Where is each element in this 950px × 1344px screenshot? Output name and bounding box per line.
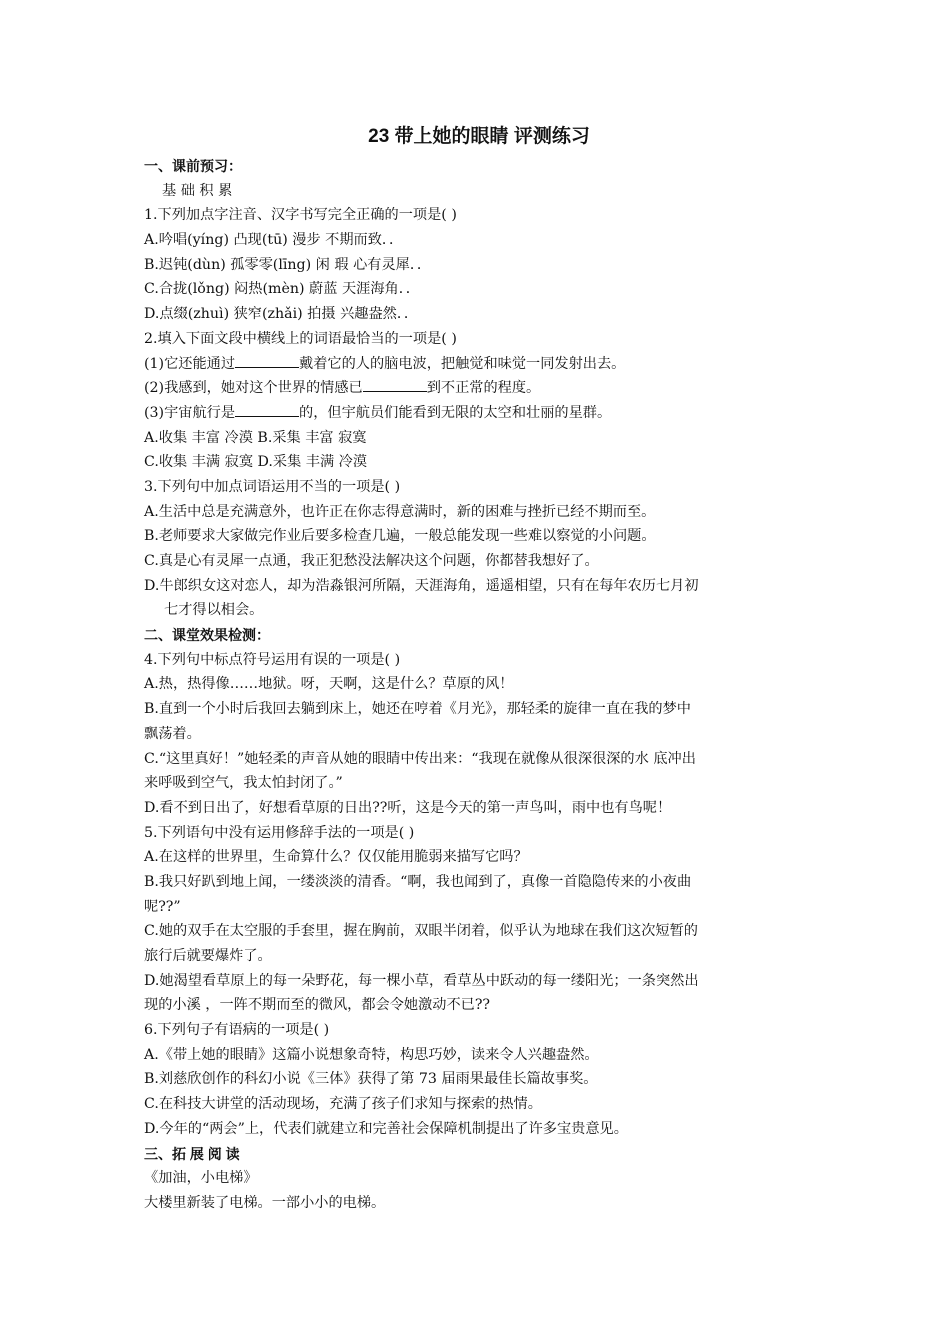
question-4-option-a: A.热，热得像……地狱。呀，天啊，这是什么？草原的风！ <box>144 676 514 693</box>
question-4-option-c-cont: 来呼吸到空气，我太怕封闭了。” <box>144 775 343 792</box>
question-4-option-c: C.“这里真好！”她轻柔的声音从她的眼睛中传出来：“我现在就像从很深很深的水 底冲出 <box>144 750 696 767</box>
fill-blank <box>235 352 299 368</box>
question-3-option-b: B.老师要求大家做完作业后要多检查几遍，一般总能发现一些难以察觉的小问题。 <box>144 528 656 545</box>
question-5-option-b-cont: 呢??” <box>144 898 181 915</box>
question-6-option-c: C.在科技大讲堂的活动现场，充满了孩子们求知与探索的热情。 <box>144 1096 542 1113</box>
sentence-text: (3)宇宙航行是 <box>144 404 236 421</box>
question-4-option-b-cont: 飘荡着。 <box>144 725 201 742</box>
question-2-options-cd: C.收集 丰满 寂寞 D.采集 丰满 冷漠 <box>144 454 368 471</box>
sentence-text: (2)我感到，她对这个世界的情感已 <box>144 380 363 397</box>
fill-blank <box>235 401 299 417</box>
question-4-stem: 4.下列句中标点符号运用有误的一项是( ) <box>144 651 401 668</box>
question-5-option-b: B.我只好趴到地上闻，一缕淡淡的清香。“啊，我也闻到了，真像一首隐隐传来的小夜曲 <box>144 873 692 890</box>
question-4-option-b: B.直到一个小时后我回去躺到床上，她还在哼着《月光》，那轻柔的旋律一直在我的梦中 <box>144 701 691 718</box>
question-5-option-a: A.在这样的世界里，生命算什么？仅仅能用脆弱来描写它吗？ <box>144 849 528 866</box>
page-title: 23 带上她的眼睛 评测练习 <box>368 126 590 147</box>
question-3-stem: 3.下列句中加点词语运用不当的一项是( ) <box>144 478 401 495</box>
question-5-option-c: C.她的双手在太空服的手套里，握在胸前，双眼半闭着，似乎认为地球在我们这次短暂的 <box>144 923 698 940</box>
question-3-option-c: C.真是心有灵犀一点通，我正犯愁没法解决这个问题，你都替我想好了。 <box>144 553 599 569</box>
question-3-option-d-cont: 七才得以相会。 <box>164 602 264 619</box>
question-6-option-a: A.《带上她的眼睛》这篇小说想象奇特，构思巧妙，读来令人兴趣盎然。 <box>144 1046 599 1063</box>
question-6-option-b: B.刘慈欣创作的科幻小说《三体》获得了第 73 届雨果最佳长篇故事奖。 <box>144 1071 598 1088</box>
question-2-options-ab: A.收集 丰富 冷漠 B.采集 丰富 寂寞 <box>144 429 367 446</box>
question-2-sentence-3 <box>144 401 814 426</box>
question-5-stem: 5.下列语句中没有运用修辞手法的一项是( ) <box>144 824 415 841</box>
section-heading-reading: 三、拓 展 阅 读 <box>144 1145 240 1162</box>
question-1-option-b: B.迟钝(dùn) 孤零零(līng) 闲 瑕 心有灵犀．． <box>144 256 432 273</box>
question-2-stem: 2.填入下面文段中横线上的词语最恰当的一项是( ) <box>144 330 457 347</box>
question-4-option-d: D.看不到日出了，好想看草原的日出??听，这是今天的第一声鸟叫，雨中也有鸟呢！ <box>144 799 672 816</box>
section-heading-classroom: 二、课堂效果检测： <box>144 627 270 644</box>
passage-paragraph: 大楼里新装了电梯。一部小小的电梯。 <box>144 1194 386 1211</box>
sentence-text: 戴着它的人的脑电波，把触觉和味觉一同发射出去。 <box>299 355 626 372</box>
question-2-sentence-1 <box>144 352 814 377</box>
sentence-text: 的，但宇航员们能看到无限的太空和壮丽的星群。 <box>299 404 612 421</box>
question-1-option-c: C.合拢(lǒng) 闷热(mèn) 蔚蓝 天涯海角．． <box>144 281 420 298</box>
sentence-text: 到不正常的程度。 <box>426 380 541 397</box>
question-6-stem: 6.下列句子有语病的一项是( ) <box>144 1022 330 1039</box>
question-1-option-d: D.点缀(zhuì) 狭窄(zhǎi) 拍摄 兴趣盎然．． <box>144 306 419 323</box>
question-1-option-a: A.吟唱(yíng) 凸现(tū) 漫步 不期而致．． <box>144 232 404 249</box>
question-5-option-d-cont: 现的小溪 ，一阵不期而至的微风，都会令她激动不已?? <box>144 997 491 1014</box>
passage-title: 《加油，小电梯》 <box>144 1170 258 1187</box>
section-heading-preview: 一、课前预习： <box>144 158 242 174</box>
document-page <box>144 122 814 1216</box>
question-6-option-d: D.今年的“两会”上，代表们就建立和完善社会保障机制提出了许多宝贵意见。 <box>144 1120 628 1137</box>
question-1-stem: 1.下列加点字注音、汉字书写完全正确的一项是( ) <box>144 207 457 224</box>
fill-blank <box>363 376 427 392</box>
sentence-text: (1)它还能通过 <box>144 355 236 372</box>
question-5-option-d: D.她渴望看草原上的每一朵野花，每一棵小草，看草丛中跃动的每一缕阳光；一条突然出 <box>144 972 699 989</box>
question-3-option-d: D.牛郎织女这对恋人，却为浩淼银河所隔，天涯海角，遥遥相望，只有在每年农历七月初 <box>144 577 699 594</box>
subsection-heading: 基 础 积 累 <box>162 182 233 199</box>
question-3-option-a: A.生活中总是充满意外，也许正在你志得意满时，新的困难与挫折已经不期而至。 <box>144 503 656 520</box>
question-2-sentence-2 <box>144 376 814 401</box>
question-5-option-c-cont: 旅行后就要爆炸了。 <box>144 948 272 964</box>
